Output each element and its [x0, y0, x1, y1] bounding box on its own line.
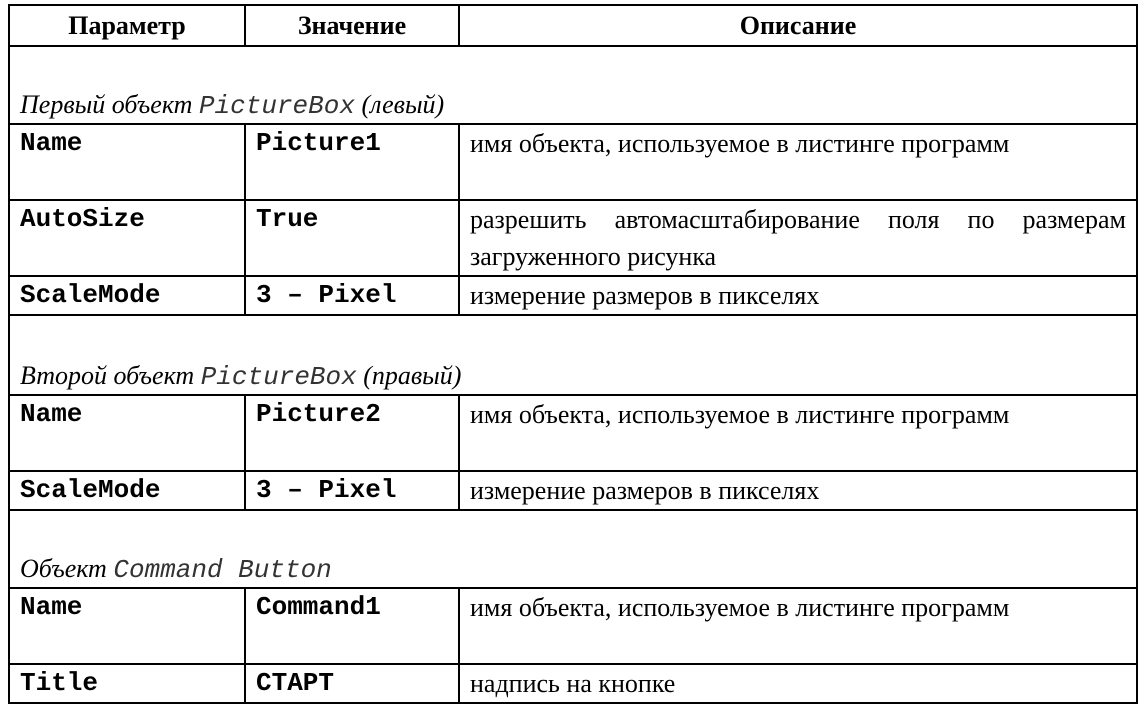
section-title-object: PictureBox — [200, 362, 357, 392]
section-title — [9, 46, 1137, 124]
param-value: 3 – Pixel — [245, 471, 459, 510]
table-row — [9, 588, 1137, 664]
param-description: имя объекта, используемое в листинге программ — [459, 124, 1137, 200]
table-row — [9, 664, 1137, 703]
header-value: Значение — [245, 5, 459, 46]
param-name: AutoSize — [9, 200, 245, 276]
param-value: Command1 — [245, 588, 459, 664]
param-description: надпись на кнопке — [459, 664, 1137, 703]
param-value: 3 – Pixel — [245, 276, 459, 315]
header-description: Описание — [459, 5, 1137, 46]
section-title — [9, 510, 1137, 588]
section-title-object: PictureBox — [198, 91, 355, 121]
param-value: Picture1 — [245, 124, 459, 200]
param-value: Picture2 — [245, 395, 459, 471]
table-row — [9, 471, 1137, 510]
param-name: ScaleMode — [9, 276, 245, 315]
section-title-prefix: Объект — [20, 554, 107, 583]
param-name: ScaleMode — [9, 471, 245, 510]
param-description: измерение размеров в пикселях — [459, 276, 1137, 315]
section-row — [9, 510, 1137, 588]
param-description: разрешить автомасштабирование поля по размерам загруженного рисунка — [459, 200, 1137, 276]
param-name: Name — [9, 124, 245, 200]
param-value: True — [245, 200, 459, 276]
section-row — [9, 315, 1137, 395]
table-row — [9, 200, 1137, 276]
param-description: имя объекта, используемое в листинге программ — [459, 588, 1137, 664]
table-row — [9, 276, 1137, 315]
section-title-prefix: Второй объект — [20, 361, 195, 390]
section-row — [9, 46, 1137, 124]
section-title — [9, 315, 1137, 395]
param-description: измерение размеров в пикселях — [459, 471, 1137, 510]
section-title-suffix: (левый) — [361, 90, 445, 119]
table-row — [9, 395, 1137, 471]
param-name: Title — [9, 664, 245, 703]
param-description: имя объекта, используемое в листинге программ — [459, 395, 1137, 471]
table-row — [9, 124, 1137, 200]
parameters-table — [8, 4, 1138, 704]
section-title-prefix: Первый объект — [20, 90, 193, 119]
param-value: СТАРТ — [245, 664, 459, 703]
param-name: Name — [9, 588, 245, 664]
section-title-suffix: (правый) — [363, 361, 462, 390]
header-param: Параметр — [9, 5, 245, 46]
header-row — [9, 5, 1137, 46]
param-name: Name — [9, 395, 245, 471]
section-title-object: Command Button — [113, 555, 332, 585]
